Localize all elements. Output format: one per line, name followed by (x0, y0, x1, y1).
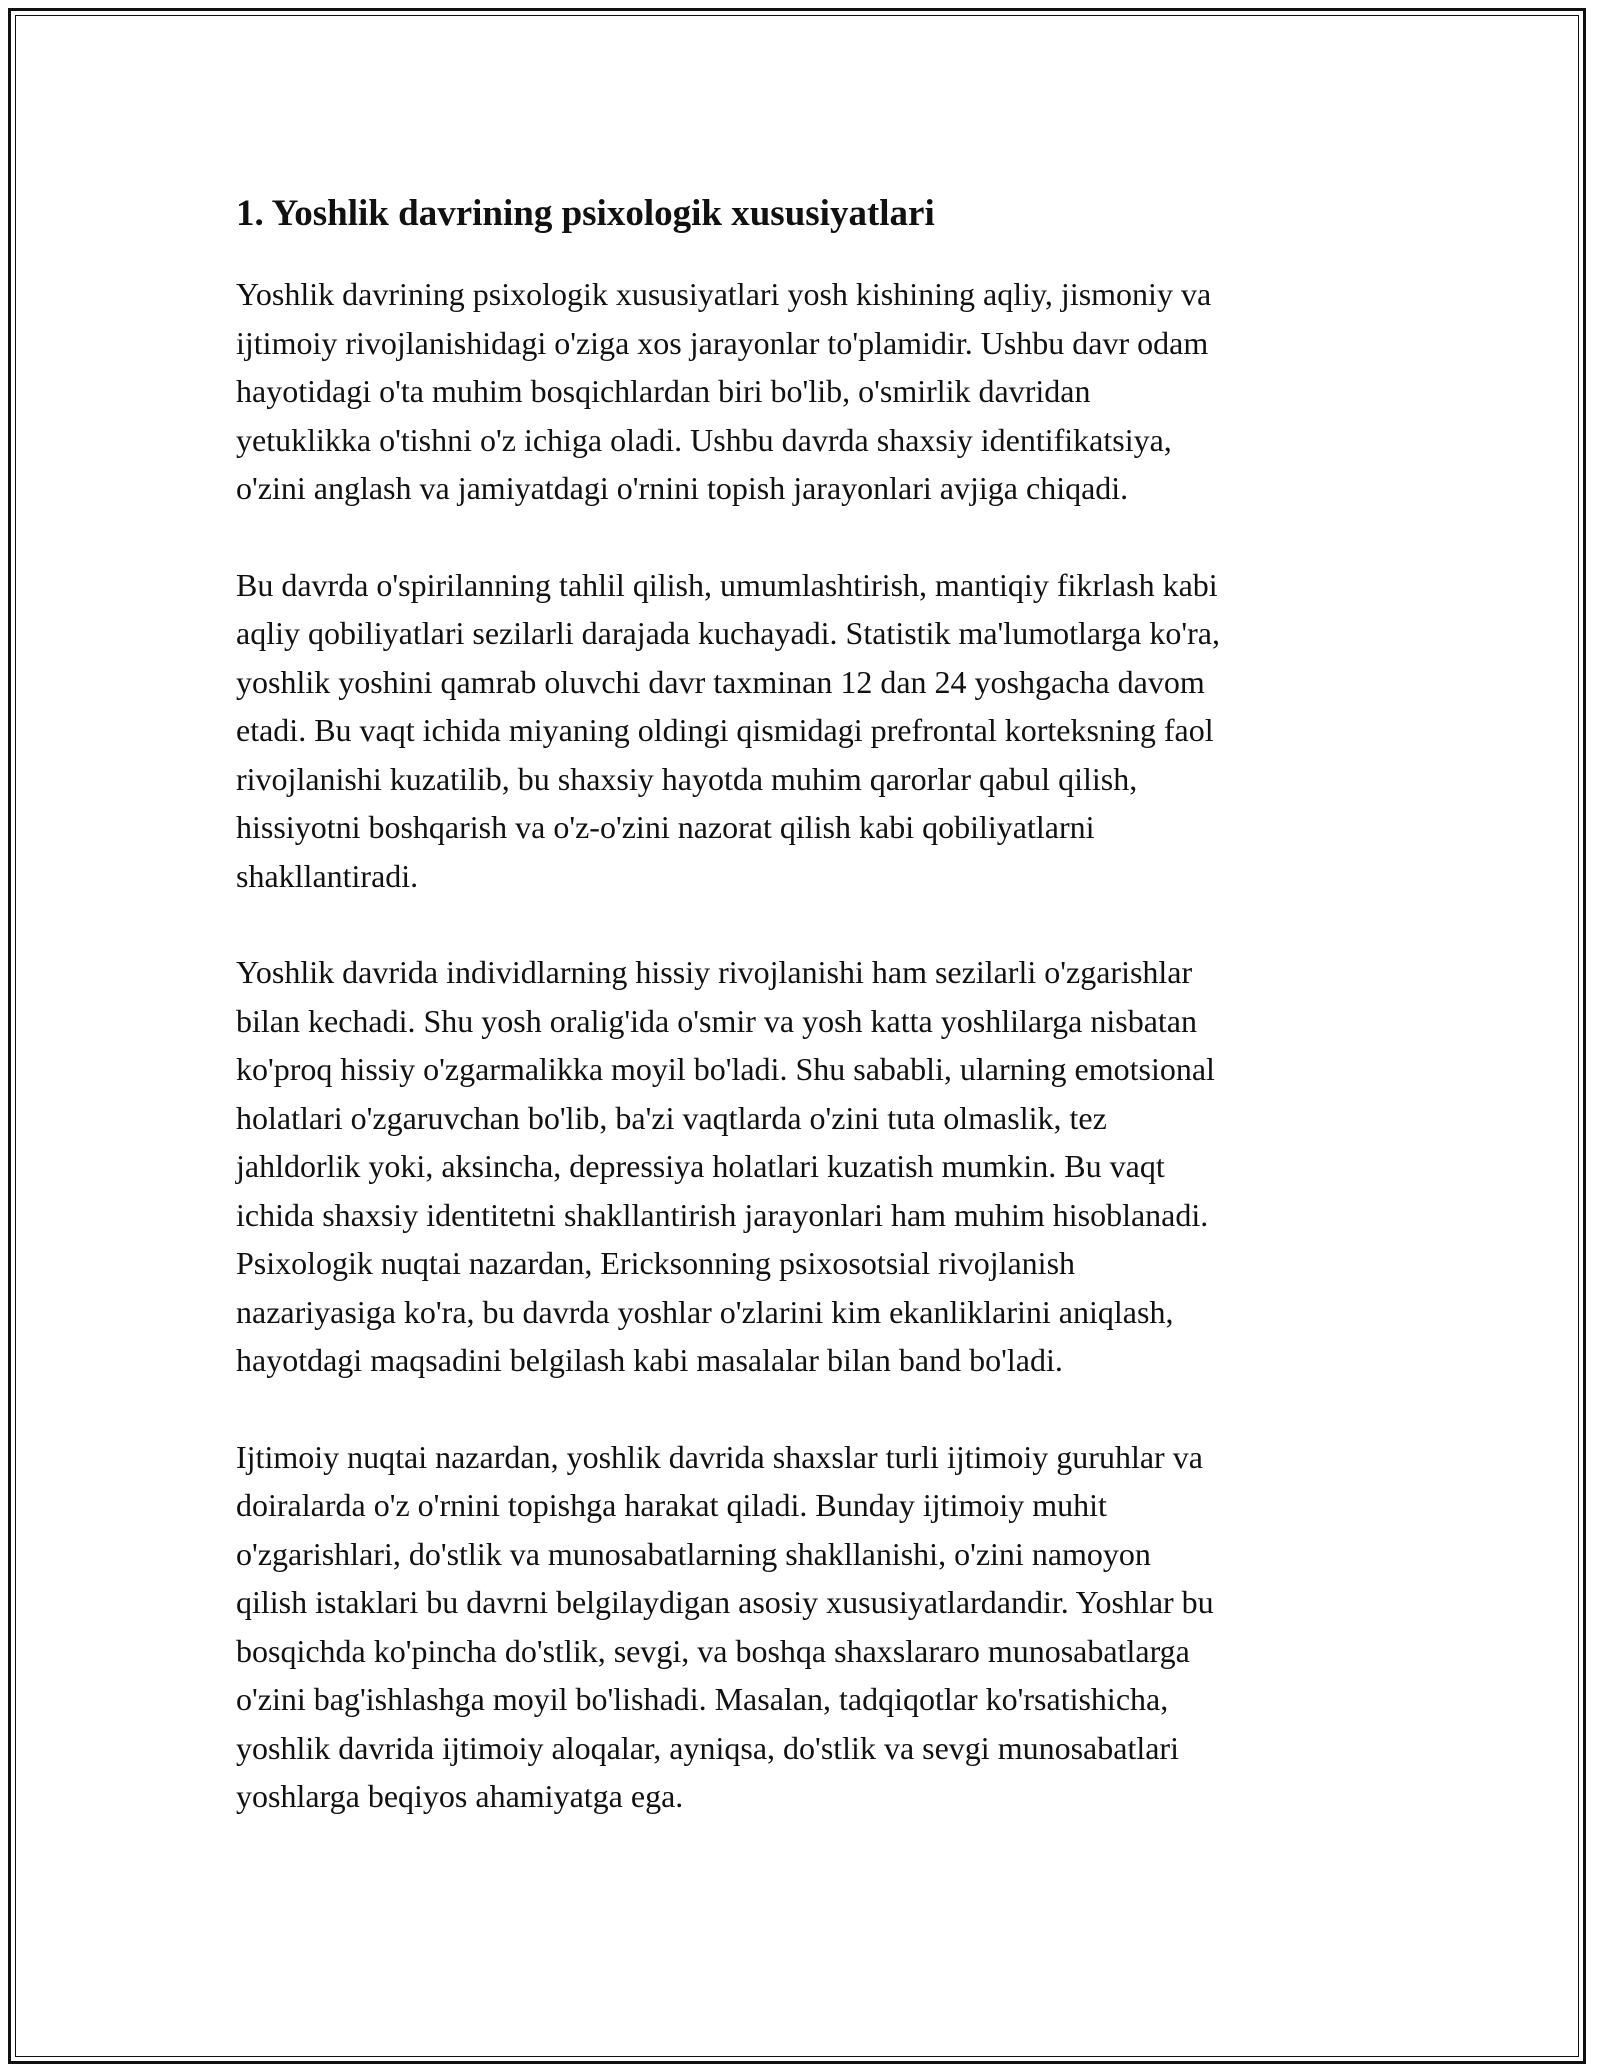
text-line: yoshlik davrida ijtimoiy aloqalar, ayniqsa, do'stlik va sevgi munosabatlari (236, 1729, 1179, 1766)
text-line: o'zini anglash va jamiyatdagi o'rnini topish jarayonlari avjiga chiqadi. (236, 470, 1129, 506)
text-line: nazariyasiga ko'ra, bu davrda yoshlar o'zlarini kim ekanliklarini aniqlash, (236, 1293, 1174, 1330)
paragraph-1 (236, 270, 1376, 513)
paragraph-4 (236, 1433, 1376, 1821)
text-line: hayotidagi o'ta muhim bosqichlardan biri bo'lib, o'smirlik davridan (236, 373, 1091, 409)
text-line: Bu davrda o'spirilanning tahlil qilish, umumlashtirish, mantiqiy fikrlash kabi (236, 566, 1218, 603)
text-line: hissiyotni boshqarish va o'z-o'zini nazorat qilish kabi qobiliyatlarni (236, 809, 1095, 845)
text-line: ichida shaxsiy identitetni shakllantirish jarayonlari ham muhim hisoblanadi. (236, 1196, 1209, 1233)
text-line: etadi. Bu vaqt ichida miyaning oldingi qismidagi prefrontal korteksning faol (236, 712, 1214, 748)
text-line: yoshlarga beqiyos ahamiyatga ega. (236, 1778, 684, 1814)
paragraph-3 (236, 948, 1376, 1385)
text-line: yetuklikka o'tishni o'z ichiga oladi. Ushbu davrda shaxsiy identifikatsiya, (236, 421, 1172, 458)
text-line: yoshlik yoshini qamrab oluvchi davr taxminan 12 dan 24 yoshgacha davom (236, 663, 1205, 700)
text-line: Psixologik nuqtai nazardan, Ericksonning psixosotsial rivojlanish (236, 1245, 1076, 1281)
text-line: o'zgarishlari, do'stlik va munosabatlarning shakllanishi, o'zini namoyon (236, 1535, 1151, 1572)
text-line: Ijtimoiy nuqtai nazardan, yoshlik davrida shaxslar turli ijtimoiy guruhlar va (236, 1438, 1203, 1475)
text-line: shakllantiradi. (236, 857, 419, 894)
text-line: bosqichda ko'pincha do'stlik, sevgi, va boshqa shaxslararo munosabatlarga (236, 1632, 1190, 1669)
text-line: o'zini bag'ishlashga moyil bo'lishadi. Masalan, tadqiqotlar ko'rsatishicha, (236, 1681, 1169, 1717)
document-title: 1. Yoshlik davrining psixologik xususiyatlari (236, 193, 935, 234)
text-line: Yoshlik davrining psixologik xususiyatlari yosh kishining aqliy, jismoniy va (236, 276, 1212, 312)
text-line: qilish istaklari bu davrni belgilaydigan asosiy xususiyatlardandir. Yoshlar bu (236, 1584, 1214, 1620)
document-body (236, 186, 1376, 1869)
text-line: holatlari o'zgaruvchan bo'lib, ba'zi vaqtlarda o'zini tuta olmaslik, tez (236, 1099, 1107, 1136)
text-line: Yoshlik davrida individlarning hissiy rivojlanishi ham sezilarli o'zgarishlar (236, 954, 1193, 990)
text-line: aqliy qobiliyatlari sezilarli darajada kuchayadi. Statistik ma'lumotlarga ko'ra, (236, 615, 1220, 651)
text-line: rivojlanishi kuzatilib, bu shaxsiy hayotda muhim qarorlar qabul qilish, (236, 760, 1138, 797)
text-line: hayotdagi maqsadini belgilash kabi masalalar bilan band bo'ladi. (236, 1342, 1063, 1378)
text-line: ijtimoiy rivojlanishidagi o'ziga xos jarayonlar to'plamidir. Ushbu davr odam (236, 324, 1209, 361)
text-line: ko'proq hissiy o'zgarmalikka moyil bo'ladi. Shu sababli, ularning emotsional (236, 1051, 1215, 1087)
text-line: jahldorlik yoki, aksincha, depressiya holatlari kuzatish mumkin. Bu vaqt (236, 1148, 1165, 1184)
text-line: bilan kechadi. Shu yosh oralig'ida o'smir va yosh katta yoshlilarga nisbatan (236, 1002, 1197, 1039)
paragraph-2 (236, 561, 1376, 901)
text-line: doiralarda o'z o'rnini topishga harakat qiladi. Bunday ijtimoiy muhit (236, 1487, 1107, 1523)
